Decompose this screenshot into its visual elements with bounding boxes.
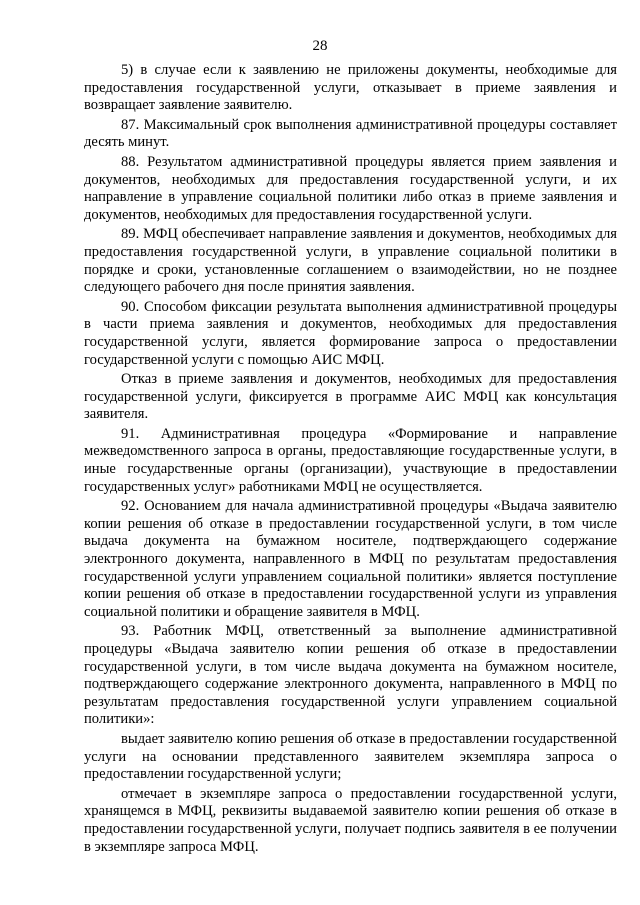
document-body: [84, 62, 617, 858]
paragraph-93-issue: выдает заявителю копию решения об отказе в предоставлении государственной услуги на основании представленного заявителем экземпляра запроса о предоставлении государственной услуги;: [84, 730, 617, 783]
page-number: 28: [312, 38, 328, 54]
paragraph-item-5: 5) в случае если к заявлению не приложены документы, необходимые для предоставления государственной услуги, отказывает в приеме заявления и возвращает заявление заявителю.: [84, 62, 617, 114]
paragraph-90: 90. Способом фиксации результата выполнения административной процедуры в части приема заявления и документов, необходимых для предоставления государственной услуги, является формирование запроса о предоставлении государственной услуги с помощью АИС МФЦ.: [84, 298, 617, 368]
paragraph-92: 92. Основанием для начала административной процедуры «Выдача заявителю копии решения об отказе в предоставлении государственной услуги, в том числе выдача документа на бумажном носителе, подтверждающего содержание электронного документа, направленного в МФЦ по результатам предоставления государственной услуги управлением социальной политики» является поступление копии решения об отказе в предоставлении государственной услуги из управления социальной политики и обращение заявителя в МФЦ.: [84, 498, 617, 620]
paragraph-88: 88. Результатом административной процедуры является прием заявления и документов, необходимых для предоставления государственной услуги, и их направление в управление социальной политики либо отказ в приеме заявления и документов, необходимых для предоставления государственной услуги.: [84, 153, 617, 223]
paragraph-89: 89. МФЦ обеспечивает направление заявления и документов, необходимых для предоставления государственной услуги, в управление социальной политики в порядке и сроки, установленные соглашением о взаимодействии, но не позднее следующего рабочего дня после принятия заявления.: [84, 226, 617, 296]
paragraph-93: 93. Работник МФЦ, ответственный за выполнение административной процедуры «Выдача заявителю копии решения об отказе в предоставлении государственной услуги, в том числе выдача документа на бумажном носителе, подтверждающего содержание электронного документа, направленного в МФЦ по результатам предоставления государственной услуги управлением социальной политики»:: [84, 623, 617, 728]
paragraph-91: 91. Административная процедура «Формирование и направление межведомственного запроса в органы, предоставляющие государственные услуги, в иные государственные органы (организации), участвующие в предоставлении государственных услуг» работниками МФЦ не осуществляется.: [84, 425, 617, 495]
paragraph-90-refusal: Отказ в приеме заявления и документов, необходимых для предоставления государственной услуги, фиксируется в программе АИС МФЦ как консультация заявителя.: [84, 371, 617, 423]
paragraph-87: 87. Максимальный срок выполнения административной процедуры составляет десять минут.: [84, 116, 617, 151]
paragraph-93-record: отмечает в экземпляре запроса о предоставлении государственной услуги, хранящемся в МФЦ, реквизиты выдаваемой заявителю копии решения об отказе в предоставлении государственной услуги, получает подпись заявителя в ее получении в экземпляре запроса МФЦ.: [84, 785, 617, 855]
